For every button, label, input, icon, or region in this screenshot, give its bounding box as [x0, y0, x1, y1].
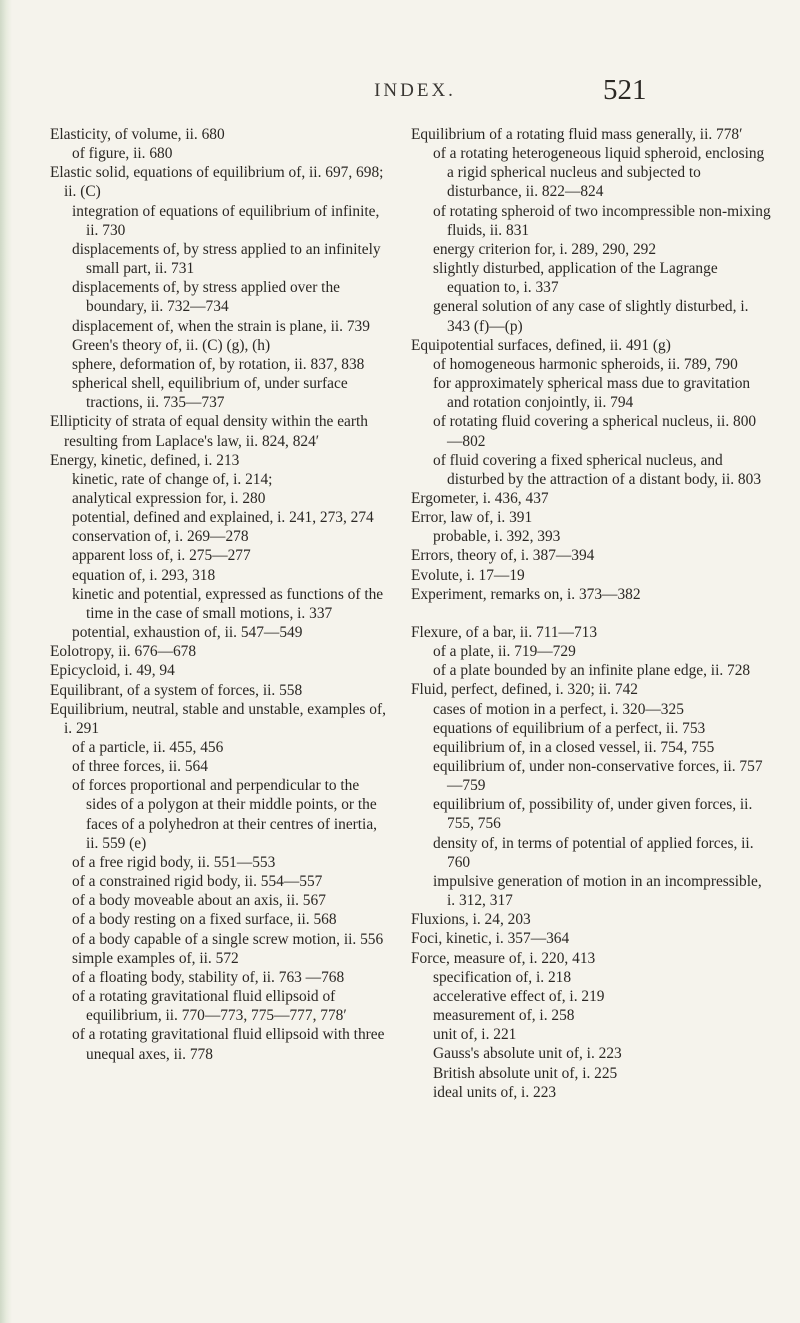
index-entry: Foci, kinetic, i. 357—364 — [411, 930, 570, 948]
index-subentry: displacement of, when the strain is plane, ii. 739 — [72, 317, 370, 335]
index-entry: Epicycloid, i. 49, 94 — [50, 662, 175, 680]
index-subentry: specification of, i. 218 — [433, 968, 572, 986]
index-subentry: Gauss's absolute unit of, i. 223 — [433, 1045, 622, 1063]
index-entry: Elastic solid, equations of equilibrium of, ii. 697, 698; ii. (C) — [50, 164, 384, 201]
index-subentry: kinetic, rate of change of, i. 214; — [72, 470, 273, 488]
index-subentry: equation of, i. 293, 318 — [72, 566, 216, 584]
index-subentry: analytical expression for, i. 280 — [72, 489, 266, 507]
index-entry: Ergometer, i. 436, 437 — [411, 489, 549, 507]
index-subentry: of rotating spheroid of two incompressible non-mixing fluids, ii. 831 — [433, 202, 771, 239]
index-entry: Ellipticity of strata of equal density within the earth resulting from Laplace's law, ii. 824, 824′ — [50, 413, 368, 450]
index-subentry: equilibrium of, under non-conservative forces, ii. 757—759 — [433, 758, 763, 795]
page-binding-edge — [0, 0, 12, 1323]
page-number: 521 — [603, 74, 647, 106]
entry-gap — [411, 604, 771, 623]
index-entry: Elasticity, of volume, ii. 680 — [50, 126, 225, 143]
index-entry: Fluid, perfect, defined, i. 320; ii. 742 — [411, 681, 638, 699]
index-subentry: measurement of, i. 258 — [433, 1007, 575, 1025]
index-subentry: of three forces, ii. 564 — [72, 758, 208, 776]
index-subentry: displacements of, by stress applied over the boundary, ii. 732—734 — [72, 279, 340, 316]
running-title: INDEX. — [374, 80, 456, 101]
index-subentry: unit of, i. 221 — [433, 1026, 517, 1044]
index-entry: Errors, theory of, i. 387—394 — [411, 547, 595, 565]
index-entry: Evolute, i. 17—19 — [411, 566, 525, 584]
index-entry: Equilibrium, neutral, stable and unstable, examples of, i. 291 — [50, 700, 386, 737]
index-subentry: equations of equilibrium of a perfect, ii. 753 — [433, 719, 706, 737]
index-subentry: potential, defined and explained, i. 241, 273, 274 — [72, 509, 374, 527]
index-subentry: for approximately spherical mass due to gravitation and rotation conjointly, ii. 794 — [433, 375, 751, 412]
index-entry: Equilibrium of a rotating fluid mass generally, ii. 778′ — [411, 126, 743, 143]
index-subentry: ideal units of, i. 223 — [433, 1083, 557, 1101]
index-subentry: of a rotating gravitational fluid ellipsoid with three unequal axes, ii. 778 — [72, 1026, 385, 1063]
index-subentry: energy criterion for, i. 289, 290, 292 — [433, 240, 657, 258]
index-subentry: of a free rigid body, ii. 551—553 — [72, 853, 276, 871]
index-subentry: equilibrium of, possibility of, under given forces, ii. 755, 756 — [433, 796, 753, 833]
index-subentry: impulsive generation of motion in an incompressible, i. 312, 317 — [433, 872, 762, 910]
index-subentry: density of, in terms of potential of applied forces, ii. 760 — [433, 834, 754, 871]
index-subentry: British absolute unit of, i. 225 — [433, 1064, 618, 1082]
index-subentry: of a rotating gravitational fluid ellipsoid of equilibrium, ii. 770—773, 775—777, 778′ — [72, 988, 347, 1025]
index-subentry: of forces proportional and perpendicular to the sides of a polygon at their middle points, or the faces of a polyhedron at their centres of inertia, ii. 559 (e) — [72, 777, 378, 852]
index-subentry: displacements of, by stress applied to an infinitely small part, ii. 731 — [72, 240, 381, 278]
index-entry: Fluxions, i. 24, 203 — [411, 911, 531, 929]
index-column-left — [50, 125, 390, 1064]
index-subentry: of a rotating heterogeneous liquid spheroid, enclosing a rigid spherical nucleus and subjected to disturbance, ii. 822—824 — [433, 145, 765, 201]
index-entry: Eolotropy, ii. 676—678 — [50, 643, 197, 661]
index-subentry: of a body capable of a single screw motion, ii. 556 — [72, 930, 384, 948]
index-subentry: of homogeneous harmonic spheroids, ii. 789, 790 — [433, 355, 738, 373]
index-subentry: accelerative effect of, i. 219 — [433, 987, 605, 1005]
index-subentry: spherical shell, equilibrium of, under surface tractions, ii. 735—737 — [72, 375, 348, 412]
index-entry: Error, law of, i. 391 — [411, 509, 533, 527]
index-subentry: potential, exhaustion of, ii. 547—549 — [72, 624, 303, 642]
index-subentry: of rotating fluid covering a spherical nucleus, ii. 800—802 — [433, 413, 757, 450]
index-subentry: slightly disturbed, application of the Lagrange equation to, i. 337 — [433, 260, 718, 297]
index-subentry: apparent loss of, i. 275—277 — [72, 547, 251, 565]
index-subentry: conservation of, i. 269—278 — [72, 528, 249, 546]
index-subentry: general solution of any case of slightly disturbed, i. 343 (f)—(p) — [433, 298, 749, 335]
index-subentry: of a floating body, stability of, ii. 763 —768 — [72, 968, 345, 986]
index-subentry: integration of equations of equilibrium of infinite, ii. 730 — [72, 202, 380, 239]
index-subentry: sphere, deformation of, by rotation, ii. 837, 838 — [72, 355, 365, 373]
index-subentry: Green's theory of, ii. (C) (g), (h) — [72, 336, 271, 354]
index-subentry: of a body resting on a fixed surface, ii. 568 — [72, 911, 337, 929]
index-subentry: probable, i. 392, 393 — [433, 528, 561, 546]
index-subentry: of a plate bounded by an infinite plane edge, ii. 728 — [433, 662, 751, 680]
index-subentry: of fluid covering a fixed spherical nucleus, and disturbed by the attraction of a distant body, ii. 803 — [433, 451, 762, 488]
index-subentry: of figure, ii. 680 — [72, 145, 173, 163]
index-entry: Force, measure of, i. 220, 413 — [411, 949, 596, 967]
index-subentry: of a plate, ii. 719—729 — [433, 643, 576, 661]
index-column-right — [411, 125, 771, 1102]
index-entry: Flexure, of a bar, ii. 711—713 — [411, 623, 598, 641]
index-entry: Experiment, remarks on, i. 373—382 — [411, 585, 641, 603]
index-entry: Energy, kinetic, defined, i. 213 — [50, 451, 240, 469]
index-subentry: of a body moveable about an axis, ii. 567 — [72, 892, 326, 910]
index-subentry: kinetic and potential, expressed as functions of the time in the case of small motions, i. 337 — [72, 585, 384, 622]
index-subentry: of a constrained rigid body, ii. 554—557 — [72, 873, 323, 891]
index-entry: Equilibrant, of a system of forces, ii. 558 — [50, 681, 303, 699]
index-subentry: simple examples of, ii. 572 — [72, 949, 239, 967]
index-subentry: cases of motion in a perfect, i. 320—325 — [433, 700, 684, 718]
index-subentry: of a particle, ii. 455, 456 — [72, 739, 224, 756]
index-entry: Equipotential surfaces, defined, ii. 491 (g) — [411, 336, 671, 354]
index-subentry: equilibrium of, in a closed vessel, ii. 754, 755 — [433, 738, 715, 756]
